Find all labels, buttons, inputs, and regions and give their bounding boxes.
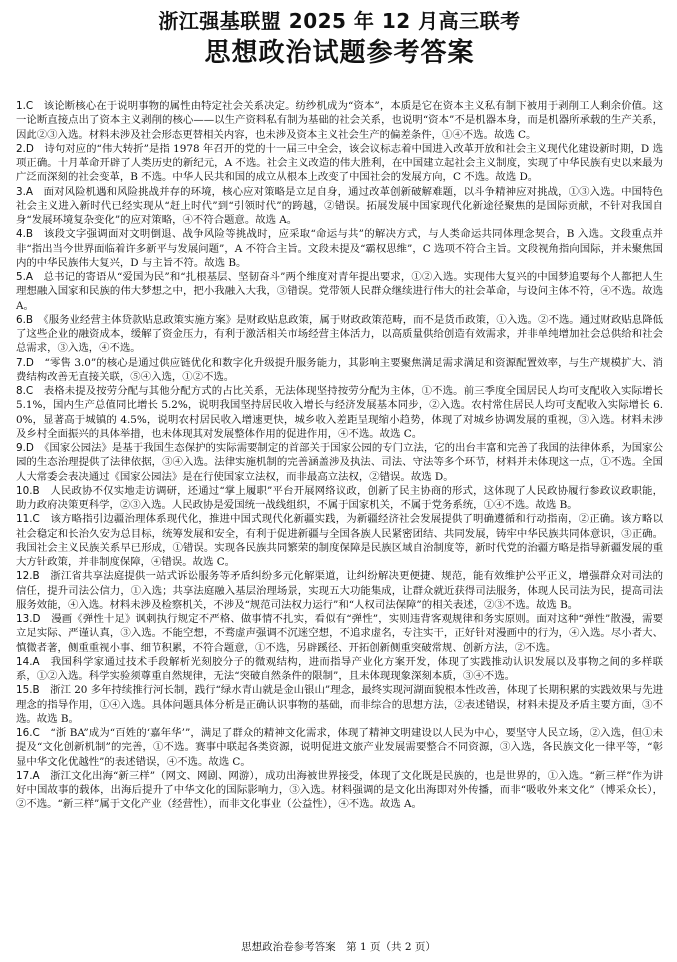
answer-explanation: “零售 3.0”的核心是通过供应链优化和数字化升级提升服务能力，其影响主要聚焦满足需求满足和资源配置效率，与生产规模扩大、消费结构改善无直接关联，⑤④入选，①②不选。	[16, 356, 663, 383]
answer-item	[16, 384, 663, 441]
answer-explanation: 《服务业经营主体贷款贴息政策实施方案》是财政贴息政策，属于财政政策范畴，而不是货币政策，①入选。②不选。通过财政贴息降低了这些企业的融资成本，缓解了资金压力，有利于激活相关市场经营主体活力，以高质量供给创造有效需求，并非单纯增加社会总供给和社会总需求，③入选，④不选。	[16, 313, 664, 355]
answer-explanation: 面对风险机遇和风险挑战并存的环境，核心应对策略是立足自身，通过改革创新破解难题，以斗争精神应对挑战，①③入选。中国特色社会主义进入新时代已经实现从“赶上时代”到“引领时代”的跨越，②错误。拓展发展中国家现代化新途径聚焦的是国际贡献，不针对我国自身“发展环境复杂变化”的应对策略，④不符合题意。故选 A。	[16, 185, 663, 226]
answer-key-title: 思想政治试题参考答案	[204, 38, 475, 68]
answer-number: 13.D	[16, 613, 41, 625]
answer-item	[16, 726, 663, 769]
answer-item	[16, 512, 663, 569]
answer-item	[16, 655, 663, 684]
answer-explanation: 浙江文化出海“新三样”（网文、网剧、网游），成功出海被世界接受，体现了文化既是民族的，也是世界的，①入选。“新三样”作为讲好中国故事的载体，出海后提升了中华文化的国际影响力，③入选。材料强调的是文化出海即对外传播，而非“吸收外来文化”（博采众长），②不选。“新三样”属于文化产业（经营性），而非文化事业（公益性），④不选。故选 A。	[16, 769, 664, 811]
answer-explanation: 该论断核心在于说明事物的属性由特定社会关系决定。纺纱机成为“资本”，本质是它在资本主义私有制下被用于剥削工人剩余价值。这一论断直接点出了资本主义剥削的核心——以生产资料私有制为基础的社会关系，也说明“资本”不是机器本身，而是机器所承载的生产关系，因此②③入选。材料未涉及社会形态更替相关内容，也未涉及资本主义社会生产的偏差条件，①④不选。故选 C。	[16, 100, 663, 141]
answer-explanation: 人民政协不仅实地走访调研，还通过“掌上履职”平台开展网络议政，创新了民主协商的形式，这体现了人民政协履行参政议政职能，助力政府决策更科学，②③入选。人民政协是爱国统一战线组织，不属于国家机关，不属于党务系统，①④不选。故选 B。	[16, 484, 664, 511]
answer-list	[16, 99, 663, 812]
answer-item	[16, 313, 663, 356]
answer-explanation: 该方略指引边疆治理体系现代化，推进中国式现代化新疆实践，为新疆经济社会发展提供了明确遵循和行动指南，②正确。该方略以社会稳定和长治久安为总目标，统筹发展和安全，有利于促进新疆与全国各族人民紧密团结、共同发展，铸牢中华民族共同体意识，③正确。我国社会主义民族关系早已形成，①错误。实现各民族共同繁荣的制度保障是民族区域自治制度等，新时代党的治疆方略是指导新疆发展的重大方针政策，并非制度保障，④错误。故选 C。	[16, 513, 664, 568]
answer-number: 7.D	[16, 356, 34, 369]
answer-explanation: 漫画《弹性十足》讽刺执行规定不严格、做事情不扎实，看似有“弹性”，实则违背客观规律和务实原则。面对这种“弹性”散漫，需要立足实际、严谨认真，③入选。不能空想，不骛虚声强调不沉迷空想，不追求虚名，专注实干，正好针对漫画中的行为，④入选。尽小者大、慎微者著，侧重重视小事、细节积累，不符合题意，①不选，另辟蹊径、开拓创新侧重突破常规、创新方法，②不选。	[16, 613, 663, 654]
answer-number: 6.B	[16, 313, 34, 326]
answer-number: 4.B	[16, 228, 34, 241]
answer-number: 12.B	[16, 570, 40, 583]
answer-explanation: 诗句对应的“伟大转折”是指 1978 年召开的党的十一届三中全会，该会议标志着中国进入改革开放和社会主义现代化建设新时期，D 选项正确。十月革命开辟了人类历史的新纪元，A 不选。社会主义改造的伟大胜利，在中国建立起社会主义制度，实现了中华民族有史以来最为广泛而深刻的社会变革，B 不选。中华人民共和国的成立从根本上改变了中国社会的发展方向，C 不选。故选 D。	[16, 142, 663, 184]
answer-item	[16, 441, 663, 484]
exam-title: 浙江强基联盟 2025 年 12 月高三联考	[158, 9, 521, 33]
answer-item	[16, 356, 663, 385]
answer-number: 3.A	[16, 185, 34, 198]
answer-explanation: 该段文字强调面对文明倒退、战争风险等挑战时，应采取“命运与共”的解决方式，与人类命运共同体理念契合，B 入选。文段重点并非“指出当今世界面临着许多新平与发展问题”，A 不符合主旨。文段未提及“霸权思维”，C 选项不符合主旨。文段视角指向国际，并未聚焦国内的中华民族伟大复兴，D 与主旨不符。故选 B。	[16, 228, 664, 269]
answer-explanation: 浙江省共享法庭提供一站式诉讼服务等矛盾纠纷多元化解渠道，让纠纷解决更便捷、规范，能有效维护公平正义，增强群众对司法的信任，提升司法公信力，①入选；共享法庭融入基层治理场景，实现五大功能集成，让群众就近获得司法服务，体现人民司法为民，提高司法服务效能，④入选。材料未涉及检察机关，不涉及“规范司法权力运行”和“人权司法保障”的相关表述，②③不选。故选 B。	[16, 570, 664, 611]
answer-number: 15.B	[16, 684, 40, 697]
answer-number: 5.A	[16, 271, 34, 283]
answer-number: 9.D	[16, 442, 34, 454]
answer-item	[16, 484, 663, 513]
answer-number: 17.A	[16, 769, 40, 782]
answer-explanation: 浙江 20 多年持续推行河长制，践行“绿水青山就是金山银山”理念，最终实现河湖面貌根本性改善，体现了长期积累的实践效果与先进理念的指导作用，①④入选。具体问题具体分析是正确认识事物的基础，而非综合的思想方法，②表述错误，材料未提及矛盾主要方面，③不选。故选 B。	[16, 684, 664, 725]
answer-item	[16, 227, 663, 270]
answer-item	[16, 769, 663, 812]
answer-item	[16, 569, 663, 612]
answer-number: 14.A	[16, 655, 40, 668]
answer-number: 8.C	[16, 385, 34, 397]
answer-number: 2.D	[16, 142, 34, 155]
answer-number: 10.B	[16, 484, 40, 497]
answer-item	[16, 683, 663, 726]
answer-explanation: “浙 BA”成为“百姓的‘嘉年华’”，满足了群众的精神文化需求，体现了精神文明建设以人民为中心，要坚守人民立场，②入选，但①未提及“文化创新机制”的完善，①不选。赛事中联起各类资源，说明促进文旅产业发展需要整合不同资源，③入选，各民族文化一律平等，“彰显中华文化优越性”的表述错误，④不选。故选 C。	[16, 727, 664, 768]
answer-number: 1.C	[16, 100, 34, 112]
answer-item	[16, 99, 663, 142]
answer-item	[16, 142, 663, 185]
answer-item	[16, 185, 663, 228]
answer-item	[16, 270, 663, 313]
answer-number: 11.C	[16, 513, 40, 526]
page-footer: 思想政治卷参考答案 第 1 页（共 2 页）	[241, 941, 436, 953]
answer-explanation: 我国科学家通过技术手段解析光刻胶分子的微观结构，进而指导产业化方案开发，体现了实践推动认识发展以及事物之间的多样联系，①②入选。科学实验须尊重自然规律，无法“突破自然条件的限制”，且未体现现象深刻本质，③④不选。	[16, 655, 663, 682]
answer-explanation: 总书记的寄语从“爱国为民”和“扎根基层、坚韧奋斗”两个维度对青年提出要求，①②入选。实现伟大复兴的中国梦追要每个人都把人生理想融入国家和民族的伟大梦想之中，把小我融入大我，③错误。党带领人民群众继续进行伟大的社会革命，与设问主体不符，④不选。故选 A。	[16, 271, 663, 312]
answer-explanation: 《国家公园法》是基于我国生态保护的实际需要制定的首部关于国家公园的专门立法，它的出台丰富和完善了我国的法律体系，为国家公园的生态治理提供了法律依据，③④入选。法律实施机制的完善涵盖涉及执法、司法、守法等多个环节，材料并未体现这一点，①不选。全国人大常委会表决通过《国家公园法》是在行使国家立法权，而非最高立法权，②错误。故选 D。	[16, 442, 663, 483]
answer-item	[16, 612, 663, 655]
answer-number: 16.C	[16, 727, 40, 739]
answer-explanation: 表格未提及按劳分配与其他分配方式的占比关系，无法体现坚持按劳分配为主体，①不选。前三季度全国居民人均可支配收入实际增长 5.1%，国内生产总值同比增长 5.2%，说明我国坚持居民收入增长与经济发展基本同步，②入选。农村常住居民人均可支配收入实际增长 6.0%，显著高于城镇的 4.5%，说明农村居民收入增速更快，城乡收入差距呈现缩小趋势，体现了对城乡协调发展的重视，③入选。材料未涉及乡村全面振兴的具体举措，也未体现其对发展整体作用的促进作用，④不选。故选 C。	[16, 385, 663, 440]
